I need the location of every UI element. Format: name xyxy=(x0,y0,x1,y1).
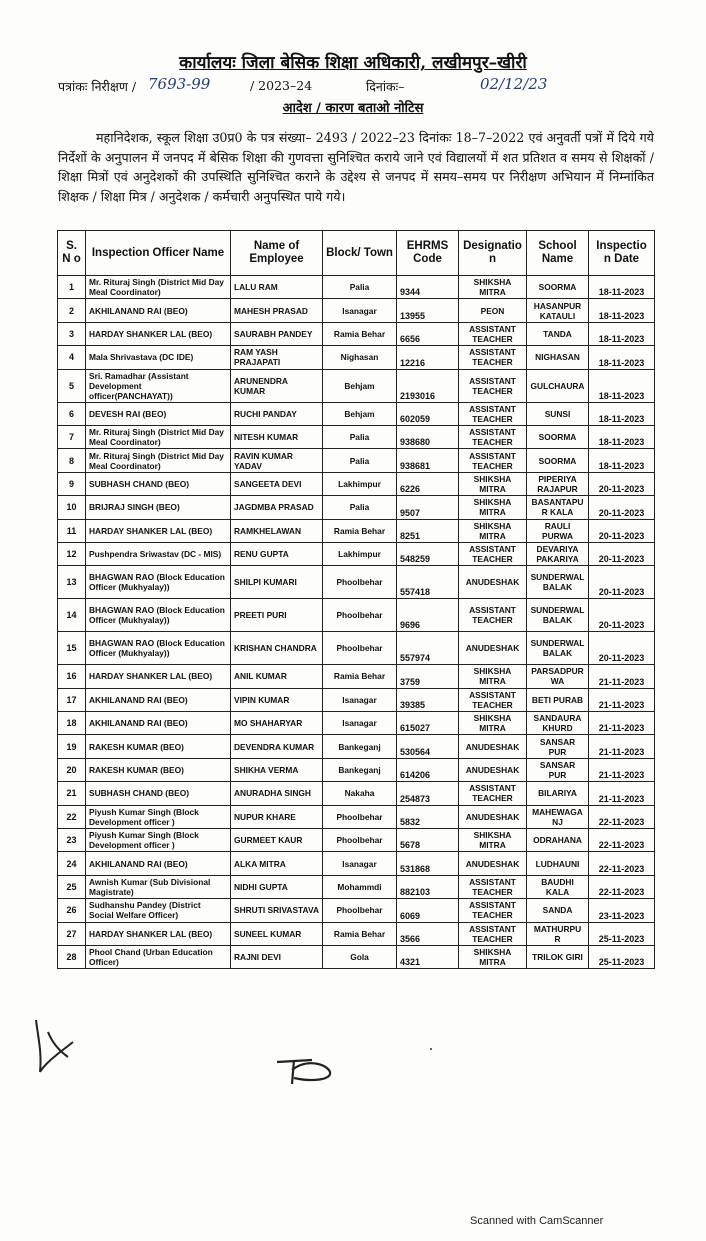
school-cell: TRILOK GIRI xyxy=(527,945,589,968)
designation-cell: ASSISTANT TEACHER xyxy=(459,899,527,922)
officer-cell: Piyush Kumar Singh (Block Development officer ) xyxy=(86,805,231,828)
block-cell: Lakhimpur xyxy=(323,542,397,565)
signature-initials xyxy=(272,1050,342,1090)
table-row xyxy=(58,782,655,805)
designation-cell: SHIKSHA MITRA xyxy=(459,519,527,542)
serial-cell: 23 xyxy=(58,829,86,852)
table-row xyxy=(58,449,655,472)
ehrms-cell: 4321 xyxy=(397,945,459,968)
table-row xyxy=(58,519,655,542)
employee-cell: SAURABH PANDEY xyxy=(231,322,323,345)
block-cell: Ramia Behar xyxy=(323,922,397,945)
reference-year: / 2023–24 xyxy=(250,78,313,93)
date-cell: 22-11-2023 xyxy=(589,852,655,875)
school-cell: PARSADPUR WA xyxy=(527,665,589,688)
officer-cell: Mr. Rituraj Singh (District Mid Day Meal Coordinator) xyxy=(86,425,231,448)
table-row xyxy=(58,566,655,599)
block-cell: Isanagar xyxy=(323,688,397,711)
serial-cell: 27 xyxy=(58,922,86,945)
absentee-table xyxy=(57,230,655,969)
ehrms-cell: 557974 xyxy=(397,632,459,665)
ehrms-cell: 602059 xyxy=(397,402,459,425)
block-cell: Phoolbehar xyxy=(323,599,397,632)
date-cell: 21-11-2023 xyxy=(589,758,655,781)
date-cell: 20-11-2023 xyxy=(589,519,655,542)
date-cell: 21-11-2023 xyxy=(589,782,655,805)
serial-cell: 8 xyxy=(58,449,86,472)
date-cell: 21-11-2023 xyxy=(589,735,655,758)
column-header-designation: Designatio n xyxy=(459,231,527,276)
designation-cell: ANUDESHAK xyxy=(459,805,527,828)
designation-cell: ANUDESHAK xyxy=(459,632,527,665)
designation-cell: ASSISTANT TEACHER xyxy=(459,875,527,898)
school-cell: SUNDERWAL BALAK xyxy=(527,566,589,599)
ehrms-cell: 5832 xyxy=(397,805,459,828)
column-header-school: School Name xyxy=(527,231,589,276)
designation-cell: ASSISTANT TEACHER xyxy=(459,402,527,425)
ehrms-cell: 882103 xyxy=(397,875,459,898)
date-cell: 22-11-2023 xyxy=(589,875,655,898)
block-cell: Phoolbehar xyxy=(323,632,397,665)
designation-cell: ANUDESHAK xyxy=(459,735,527,758)
employee-cell: LALU RAM xyxy=(231,276,323,299)
officer-cell: Sudhanshu Pandey (District Social Welfare Officer) xyxy=(86,899,231,922)
employee-cell: RENU GUPTA xyxy=(231,542,323,565)
serial-cell: 24 xyxy=(58,852,86,875)
date-cell: 20-11-2023 xyxy=(589,472,655,495)
school-cell: BILARIYA xyxy=(527,782,589,805)
block-cell: Gola xyxy=(323,945,397,968)
school-cell: PIPERIYA RAJAPUR xyxy=(527,472,589,495)
date-cell: 22-11-2023 xyxy=(589,829,655,852)
serial-cell: 26 xyxy=(58,899,86,922)
designation-cell: ANUDESHAK xyxy=(459,758,527,781)
ehrms-cell: 530564 xyxy=(397,735,459,758)
employee-cell: NUPUR KHARE xyxy=(231,805,323,828)
serial-cell: 7 xyxy=(58,425,86,448)
serial-cell: 21 xyxy=(58,782,86,805)
reference-number: 7693-99 xyxy=(148,75,211,93)
ehrms-cell: 9696 xyxy=(397,599,459,632)
date-cell: 20-11-2023 xyxy=(589,496,655,519)
school-cell: GULCHAURA xyxy=(527,369,589,402)
ehrms-cell: 6226 xyxy=(397,472,459,495)
date-cell: 18-11-2023 xyxy=(589,449,655,472)
school-cell: BAUDHI KALA xyxy=(527,875,589,898)
table-row xyxy=(58,276,655,299)
serial-cell: 19 xyxy=(58,735,86,758)
officer-cell: Mr. Rituraj Singh (District Mid Day Meal Coordinator) xyxy=(86,276,231,299)
serial-cell: 6 xyxy=(58,402,86,425)
ehrms-cell: 557418 xyxy=(397,566,459,599)
designation-cell: ASSISTANT TEACHER xyxy=(459,346,527,369)
date-cell: 18-11-2023 xyxy=(589,299,655,322)
table-row xyxy=(58,875,655,898)
table-row xyxy=(58,496,655,519)
block-cell: Nakaha xyxy=(323,782,397,805)
officer-cell: SUBHASH CHAND (BEO) xyxy=(86,472,231,495)
date-cell: 18-11-2023 xyxy=(589,369,655,402)
serial-cell: 3 xyxy=(58,322,86,345)
table-row xyxy=(58,688,655,711)
ehrms-cell: 6069 xyxy=(397,899,459,922)
serial-cell: 14 xyxy=(58,599,86,632)
ehrms-cell: 9344 xyxy=(397,276,459,299)
ehrms-cell: 3759 xyxy=(397,665,459,688)
date-cell: 25-11-2023 xyxy=(589,922,655,945)
ehrms-cell: 8251 xyxy=(397,519,459,542)
serial-cell: 22 xyxy=(58,805,86,828)
designation-cell: ASSISTANT TEACHER xyxy=(459,425,527,448)
officer-cell: Pushpendra Sriwastav (DC - MIS) xyxy=(86,542,231,565)
column-header-sno: S. N o xyxy=(58,231,86,276)
block-cell: Phoolbehar xyxy=(323,805,397,828)
designation-cell: SHIKSHA MITRA xyxy=(459,712,527,735)
designation-cell: PEON xyxy=(459,299,527,322)
table-row xyxy=(58,805,655,828)
employee-cell: DEVENDRA KUMAR xyxy=(231,735,323,758)
officer-cell: AKHILANAND RAI (BEO) xyxy=(86,712,231,735)
employee-cell: KRISHAN CHANDRA xyxy=(231,632,323,665)
school-cell: MATHURPU R xyxy=(527,922,589,945)
designation-cell: ASSISTANT TEACHER xyxy=(459,322,527,345)
block-cell: Behjam xyxy=(323,402,397,425)
ehrms-cell: 13955 xyxy=(397,299,459,322)
officer-cell: BHAGWAN RAO (Block Education Officer (Mukhyalay)) xyxy=(86,632,231,665)
employee-cell: NIDHI GUPTA xyxy=(231,875,323,898)
school-cell: SUNDERWAL BALAK xyxy=(527,632,589,665)
table-row xyxy=(58,758,655,781)
employee-cell: SHILPI KUMARI xyxy=(231,566,323,599)
block-cell: Ramia Behar xyxy=(323,665,397,688)
column-header-ehrms: EHRMS Code xyxy=(397,231,459,276)
table-row xyxy=(58,665,655,688)
block-cell: Phoolbehar xyxy=(323,899,397,922)
ehrms-cell: 3566 xyxy=(397,922,459,945)
ehrms-cell: 938681 xyxy=(397,449,459,472)
table-row xyxy=(58,899,655,922)
serial-cell: 18 xyxy=(58,712,86,735)
table-row xyxy=(58,346,655,369)
table-row xyxy=(58,542,655,565)
block-cell: Isanagar xyxy=(323,299,397,322)
table-header-row xyxy=(58,231,655,276)
officer-cell: Mala Shrivastava (DC IDE) xyxy=(86,346,231,369)
ehrms-cell: 12216 xyxy=(397,346,459,369)
block-cell: Phoolbehar xyxy=(323,829,397,852)
serial-cell: 20 xyxy=(58,758,86,781)
employee-cell: MO SHAHARYAR xyxy=(231,712,323,735)
serial-cell: 9 xyxy=(58,472,86,495)
designation-cell: ASSISTANT TEACHER xyxy=(459,688,527,711)
ehrms-cell: 531868 xyxy=(397,852,459,875)
school-cell: NIGHASAN xyxy=(527,346,589,369)
table-row xyxy=(58,735,655,758)
serial-cell: 15 xyxy=(58,632,86,665)
table-row xyxy=(58,599,655,632)
notice-subject: आदेश / कारण बताओ नोटिस xyxy=(282,101,424,116)
designation-cell: ASSISTANT TEACHER xyxy=(459,782,527,805)
officer-cell: SUBHASH CHAND (BEO) xyxy=(86,782,231,805)
table-row xyxy=(58,632,655,665)
school-cell: SANSAR PUR xyxy=(527,758,589,781)
table-row xyxy=(58,369,655,402)
officer-cell: HARDAY SHANKER LAL (BEO) xyxy=(86,665,231,688)
column-header-officer: Inspection Officer Name xyxy=(86,231,231,276)
date-value: 02/12/23 xyxy=(480,75,548,93)
ink-dot xyxy=(430,1048,432,1050)
serial-cell: 28 xyxy=(58,945,86,968)
ehrms-cell: 9507 xyxy=(397,496,459,519)
ehrms-cell: 938680 xyxy=(397,425,459,448)
table-row xyxy=(58,712,655,735)
school-cell: DEVARIYA PAKARIYA xyxy=(527,542,589,565)
date-cell: 18-11-2023 xyxy=(589,402,655,425)
block-cell: Isanagar xyxy=(323,852,397,875)
block-cell: Ramia Behar xyxy=(323,322,397,345)
employee-cell: MAHESH PRASAD xyxy=(231,299,323,322)
officer-cell: HARDAY SHANKER LAL (BEO) xyxy=(86,922,231,945)
employee-cell: RUCHI PANDAY xyxy=(231,402,323,425)
officer-cell: HARDAY SHANKER LAL (BEO) xyxy=(86,322,231,345)
ehrms-cell: 254873 xyxy=(397,782,459,805)
date-cell: 20-11-2023 xyxy=(589,599,655,632)
table-row xyxy=(58,402,655,425)
school-cell: SUNDERWAL BALAK xyxy=(527,599,589,632)
table-row xyxy=(58,852,655,875)
school-cell: BASANTAPU R KALA xyxy=(527,496,589,519)
date-cell: 20-11-2023 xyxy=(589,632,655,665)
date-cell: 20-11-2023 xyxy=(589,542,655,565)
school-cell: MAHEWAGA NJ xyxy=(527,805,589,828)
employee-cell: RAVIN KUMAR YADAV xyxy=(231,449,323,472)
column-header-block: Block/ Town xyxy=(323,231,397,276)
block-cell: Phoolbehar xyxy=(323,566,397,599)
employee-cell: SHRUTI SRIVASTAVA xyxy=(231,899,323,922)
serial-cell: 10 xyxy=(58,496,86,519)
ehrms-cell: 2193016 xyxy=(397,369,459,402)
serial-cell: 4 xyxy=(58,346,86,369)
table-row xyxy=(58,829,655,852)
employee-cell: ANIL KUMAR xyxy=(231,665,323,688)
employee-cell: ANURADHA SINGH xyxy=(231,782,323,805)
school-cell: SANDA xyxy=(527,899,589,922)
date-label: दिनांकः– xyxy=(366,79,405,94)
date-cell: 25-11-2023 xyxy=(589,945,655,968)
serial-cell: 11 xyxy=(58,519,86,542)
date-cell: 21-11-2023 xyxy=(589,665,655,688)
serial-cell: 25 xyxy=(58,875,86,898)
employee-cell: RAJNI DEVI xyxy=(231,945,323,968)
designation-cell: ASSISTANT TEACHER xyxy=(459,542,527,565)
table-row xyxy=(58,472,655,495)
date-cell: 18-11-2023 xyxy=(589,276,655,299)
school-cell: SOORMA xyxy=(527,276,589,299)
officer-cell: Awnish Kumar (Sub Divisional Magistrate) xyxy=(86,875,231,898)
notice-paragraph: महानिदेशक, स्कूल शिक्षा उ0प्र0 के पत्र संख्या– 2493 / 2022–23 दिनांकः 18–7–2022 एवं अनुवर्ती पत्रों में दिये गये निर्देशों के अनुपालन में जनपद में बेसिक शिक्षा की गुणवत्ता सुनिश्चित कराये जाने एवं विद्यालयों में शत प्रतिशत व समय से शिक्षकों / शिक्षा मित्रों एवं अनुदेशकों की उपस्थिति सुनिश्चित कराने के उद्देश्य से जनपद में समय–समय पर निरीक्षण अभियान में निम्नांकित शिक्षक / शिक्षा मित्र / अनुदेशक / कर्मचारी अनुपस्थित पाये गये। xyxy=(58,130,654,204)
ehrms-cell: 6656 xyxy=(397,322,459,345)
block-cell: Bankeganj xyxy=(323,758,397,781)
ehrms-cell: 614206 xyxy=(397,758,459,781)
officer-cell: Sri. Ramadhar (Assistant Development officer(PANCHAYAT)) xyxy=(86,369,231,402)
officer-cell: Phool Chand (Urban Education Officer) xyxy=(86,945,231,968)
school-cell: SOORMA xyxy=(527,425,589,448)
ehrms-cell: 39385 xyxy=(397,688,459,711)
date-cell: 18-11-2023 xyxy=(589,346,655,369)
block-cell: Palia xyxy=(323,496,397,519)
officer-cell: AKHILANAND RAI (BEO) xyxy=(86,299,231,322)
table-row xyxy=(58,425,655,448)
employee-cell: JAGDMBA PRASAD xyxy=(231,496,323,519)
designation-cell: ANUDESHAK xyxy=(459,852,527,875)
designation-cell: SHIKSHA MITRA xyxy=(459,665,527,688)
employee-cell: SANGEETA DEVI xyxy=(231,472,323,495)
employee-cell: ALKA MITRA xyxy=(231,852,323,875)
block-cell: Isanagar xyxy=(323,712,397,735)
date-cell: 22-11-2023 xyxy=(589,805,655,828)
column-header-employee: Name of Employee xyxy=(231,231,323,276)
employee-cell: RAMKHELAWAN xyxy=(231,519,323,542)
officer-cell: Piyush Kumar Singh (Block Development officer ) xyxy=(86,829,231,852)
designation-cell: SHIKSHA MITRA xyxy=(459,945,527,968)
designation-cell: ASSISTANT TEACHER xyxy=(459,599,527,632)
school-cell: LUDHAUNI xyxy=(527,852,589,875)
employee-cell: NITESH KUMAR xyxy=(231,425,323,448)
table-row xyxy=(58,299,655,322)
date-cell: 18-11-2023 xyxy=(589,322,655,345)
officer-cell: AKHILANAND RAI (BEO) xyxy=(86,688,231,711)
reference-label: पत्रांकः निरीक्षण / xyxy=(58,79,137,94)
designation-cell: ASSISTANT TEACHER xyxy=(459,922,527,945)
officer-cell: BRIJRAJ SINGH (BEO) xyxy=(86,496,231,519)
ehrms-cell: 548259 xyxy=(397,542,459,565)
designation-cell: ANUDESHAK xyxy=(459,566,527,599)
block-cell: Palia xyxy=(323,449,397,472)
date-cell: 20-11-2023 xyxy=(589,566,655,599)
school-cell: SANDAURA KHURD xyxy=(527,712,589,735)
serial-cell: 2 xyxy=(58,299,86,322)
table-row xyxy=(58,922,655,945)
serial-cell: 5 xyxy=(58,369,86,402)
block-cell: Palia xyxy=(323,276,397,299)
school-cell: HASANPUR KATAULI xyxy=(527,299,589,322)
school-cell: ODRAHANA xyxy=(527,829,589,852)
officer-cell: Mr. Rituraj Singh (District Mid Day Meal Coordinator) xyxy=(86,449,231,472)
school-cell: TANDA xyxy=(527,322,589,345)
column-header-date: Inspectio n Date xyxy=(589,231,655,276)
school-cell: BETI PURAB xyxy=(527,688,589,711)
serial-cell: 12 xyxy=(58,542,86,565)
officer-cell: AKHILANAND RAI (BEO) xyxy=(86,852,231,875)
designation-cell: ASSISTANT TEACHER xyxy=(459,449,527,472)
table-body xyxy=(58,276,655,969)
office-heading: कार्यालयः जिला बेसिक शिक्षा अधिकारी, लखीमपुर–खीरी xyxy=(179,53,527,73)
employee-cell: GURMEET KAUR xyxy=(231,829,323,852)
employee-cell: VIPIN KUMAR xyxy=(231,688,323,711)
employee-cell: SUNEEL KUMAR xyxy=(231,922,323,945)
designation-cell: ASSISTANT TEACHER xyxy=(459,369,527,402)
school-cell: SUNSI xyxy=(527,402,589,425)
serial-cell: 1 xyxy=(58,276,86,299)
date-cell: 18-11-2023 xyxy=(589,425,655,448)
officer-cell: RAKESH KUMAR (BEO) xyxy=(86,758,231,781)
date-cell: 21-11-2023 xyxy=(589,688,655,711)
officer-cell: RAKESH KUMAR (BEO) xyxy=(86,735,231,758)
school-cell: RAULI PURWA xyxy=(527,519,589,542)
employee-cell: PREETI PURI xyxy=(231,599,323,632)
scanner-watermark: Scanned with CamScanner xyxy=(470,1215,604,1227)
officer-cell: BHAGWAN RAO (Block Education Officer (Mukhyalay)) xyxy=(86,566,231,599)
block-cell: Nighasan xyxy=(323,346,397,369)
signature-mark-left xyxy=(28,1012,88,1082)
date-cell: 21-11-2023 xyxy=(589,712,655,735)
designation-cell: SHIKSHA MITRA xyxy=(459,472,527,495)
designation-cell: SHIKSHA MITRA xyxy=(459,276,527,299)
designation-cell: SHIKSHA MITRA xyxy=(459,496,527,519)
block-cell: Lakhimpur xyxy=(323,472,397,495)
block-cell: Palia xyxy=(323,425,397,448)
officer-cell: DEVESH RAI (BEO) xyxy=(86,402,231,425)
block-cell: Ramia Behar xyxy=(323,519,397,542)
table-row xyxy=(58,322,655,345)
school-cell: SANSAR PUR xyxy=(527,735,589,758)
officer-cell: HARDAY SHANKER LAL (BEO) xyxy=(86,519,231,542)
employee-cell: SHIKHA VERMA xyxy=(231,758,323,781)
table-row xyxy=(58,945,655,968)
school-cell: SOORMA xyxy=(527,449,589,472)
block-cell: Behjam xyxy=(323,369,397,402)
date-cell: 23-11-2023 xyxy=(589,899,655,922)
officer-cell: BHAGWAN RAO (Block Education Officer (Mukhyalay)) xyxy=(86,599,231,632)
serial-cell: 17 xyxy=(58,688,86,711)
designation-cell: SHIKSHA MITRA xyxy=(459,829,527,852)
employee-cell: RAM YASH PRAJAPATI xyxy=(231,346,323,369)
ehrms-cell: 615027 xyxy=(397,712,459,735)
serial-cell: 16 xyxy=(58,665,86,688)
ehrms-cell: 5678 xyxy=(397,829,459,852)
employee-cell: ARUNENDRA KUMAR xyxy=(231,369,323,402)
block-cell: Bankeganj xyxy=(323,735,397,758)
block-cell: Mohammdi xyxy=(323,875,397,898)
serial-cell: 13 xyxy=(58,566,86,599)
